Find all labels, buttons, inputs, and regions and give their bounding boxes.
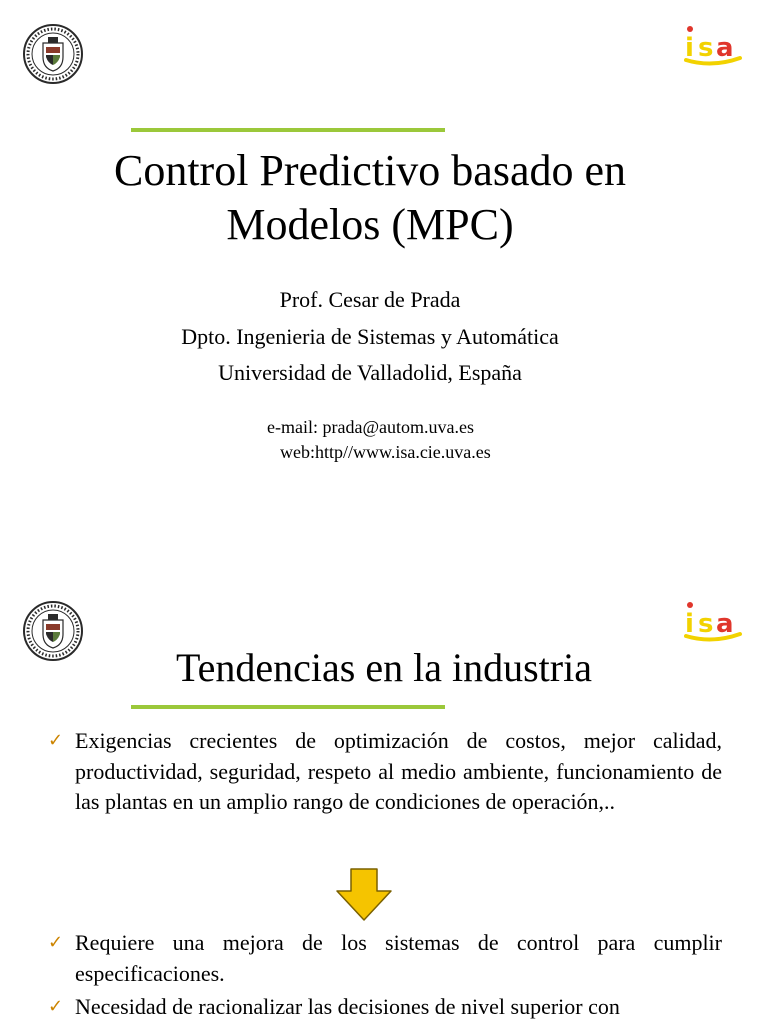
bullet-text: Requiere una mejora de los sistemas de control para cumplir especificaciones. <box>75 930 722 986</box>
bullet-item <box>48 726 722 818</box>
checkmark-icon: ✓ <box>48 932 64 953</box>
slide-title <box>40 144 700 252</box>
title-divider <box>131 128 445 132</box>
svg-text:s: s <box>698 33 714 63</box>
checkmark-icon: ✓ <box>48 996 64 1017</box>
isa-logo-icon <box>682 598 744 644</box>
bullet-text: Exigencias crecientes de optimización de costos, mejor calidad, productividad, seguridad, respeto al medio ambiente, funcionamiento de las plantas en un amplio rango de condiciones de operación,.. <box>75 728 722 814</box>
svg-text:i: i <box>685 33 694 63</box>
author-name: Prof. Cesar de Prada <box>279 287 461 312</box>
bullet-item <box>48 992 722 1023</box>
slide-title: Tendencias en la industria <box>176 645 592 690</box>
title-line: Control Predictivo basado en <box>113 146 626 195</box>
svg-text:s: s <box>698 609 714 639</box>
web-text: web:http//www.isa.cie.uva.es <box>280 442 491 462</box>
down-arrow-icon <box>333 867 395 923</box>
bullet-item <box>48 928 722 989</box>
isa-logo-icon <box>682 22 744 68</box>
checkmark-icon: ✓ <box>48 730 64 751</box>
svg-text:a: a <box>716 609 734 639</box>
title-divider <box>131 705 445 709</box>
email-text: e-mail: prada@autom.uva.es <box>267 417 474 437</box>
content-slide <box>0 578 768 1024</box>
university: Universidad de Valladolid, España <box>218 360 522 385</box>
svg-text:i: i <box>685 609 694 639</box>
author-block <box>40 282 700 392</box>
svg-text:a: a <box>716 33 734 63</box>
university-seal-icon <box>22 23 84 85</box>
department: Dpto. Ingenieria de Sistemas y Automática <box>181 323 559 349</box>
bullet-text: Necesidad de racionalizar las decisiones de nivel superior con <box>75 994 620 1019</box>
title-line: Modelos (MPC) <box>226 200 514 249</box>
